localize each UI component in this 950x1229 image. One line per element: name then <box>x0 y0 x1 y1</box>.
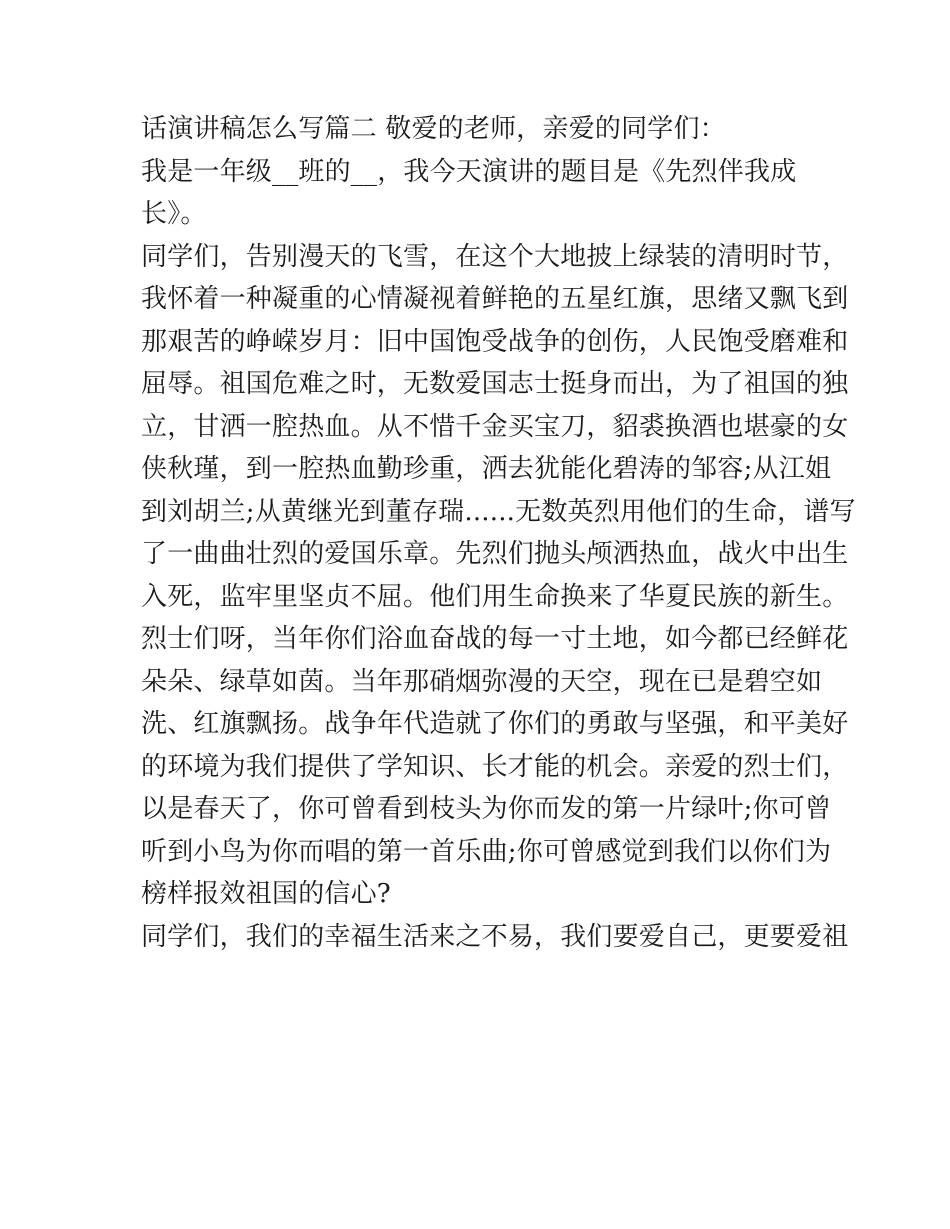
text-line-11: 了一曲曲壮烈的爱国乐章。先烈们抛头颅洒热血，战火中出生 <box>141 539 849 569</box>
text-line-12: 入死，监牢里坚贞不屈。他们用生命换来了华夏民族的新生。 <box>141 581 849 612</box>
text-line-3: 长》。 <box>141 199 207 229</box>
text-line-16: 的环境为我们提供了学知识、长才能的机会。亲爱的烈士们， <box>141 751 849 782</box>
text-line-9: 侠秋瑾，到一腔热血勤珍重，洒去犹能化碧涛的邹容;从江姐 <box>141 454 832 484</box>
text-line-10: 到刘胡兰;从黄继光到董存瑞......无数英烈用他们的生命，谱写 <box>141 496 856 527</box>
speech-body-text <box>141 108 856 958</box>
text-line-13: 烈士们呀，当年你们浴血奋战的每一寸土地，如今都已经鲜花 <box>141 624 849 654</box>
text-line-5: 我怀着一种凝重的心情凝视着鲜艳的五星红旗，思绪又飘飞到 <box>141 284 849 314</box>
text-line-2: 我是一年级__班的__，我今天演讲的题目是《先烈伴我成 <box>141 156 797 187</box>
text-line-18: 听到小鸟为你而唱的第一首乐曲;你可曾感觉到我们以你们为 <box>141 836 832 867</box>
text-line-7: 屈辱。祖国危难之时，无数爱国志士挺身而出，为了祖国的独 <box>141 369 849 399</box>
text-line-20: 同学们，我们的幸福生活来之不易，我们要爱自己，更要爱祖 <box>141 921 849 952</box>
text-line-6: 那艰苦的峥嵘岁月：旧中国饱受战争的创伤，人民饱受磨难和 <box>141 326 849 357</box>
text-line-1: 话演讲稿怎么写篇二 敬爱的老师，亲爱的同学们： <box>141 114 726 144</box>
text-line-14: 朵朵、绿草如茵。当年那硝烟弥漫的天空，现在已是碧空如 <box>141 666 823 697</box>
text-line-15: 洗、红旗飘扬。战争年代造就了你们的勇敢与坚强，和平美好 <box>141 709 849 739</box>
text-line-4: 同学们，告别漫天的飞雪，在这个大地披上绿装的清明时节， <box>141 241 849 272</box>
text-line-17: 以是春天了，你可曾看到枝头为你而发的第一片绿叶;你可曾 <box>141 794 832 824</box>
text-line-19: 榜样报效祖国的信心? <box>141 879 391 909</box>
text-line-8: 立，甘洒一腔热血。从不惜千金买宝刀，貂裘换酒也堪豪的女 <box>141 411 849 442</box>
